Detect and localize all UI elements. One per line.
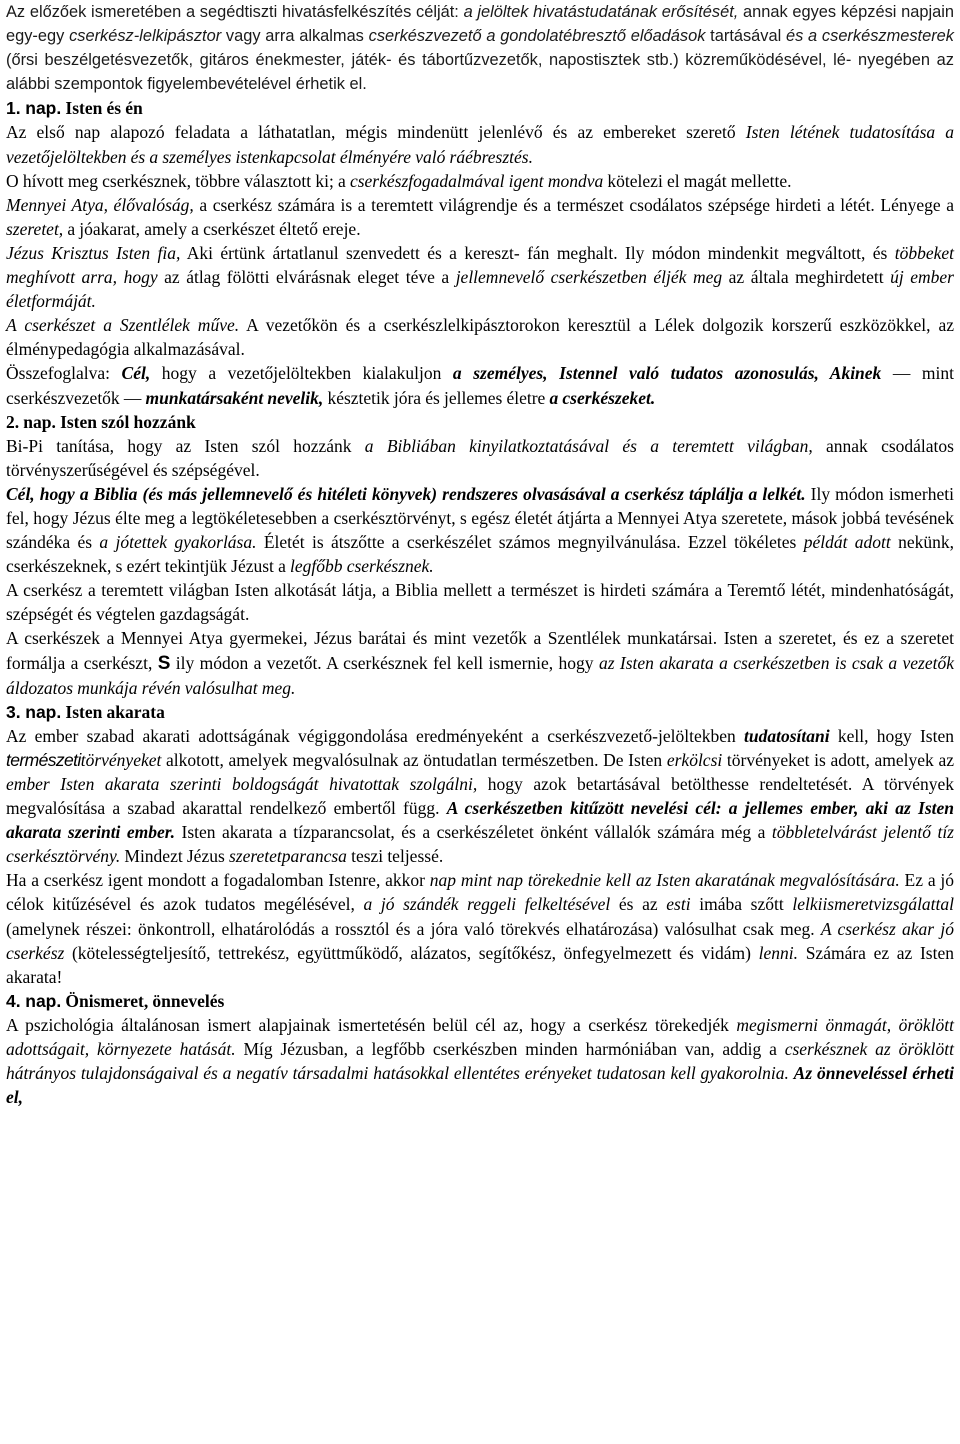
text-run: 2. nap. Isten szól hozzánk — [6, 411, 196, 432]
text-run: Ha a cserkész igent mondott a fogadalomban Istenre, akkor — [6, 870, 430, 891]
text-run: a személyes, Istennel való tudatos azonosulás, Akinek — [452, 363, 882, 384]
text-run: a jó szándék reggeli felkeltésével — [363, 894, 611, 915]
body-paragraph — [6, 169, 954, 193]
text-run: Összefoglalva: — [6, 363, 122, 384]
text-run: cserkészvezető a gondolatébresztő előadások — [368, 27, 706, 46]
text-run: Mennyei Atya, élővalóság, — [6, 194, 194, 215]
text-run: és a cserkészmesterek — [786, 27, 954, 46]
body-paragraph — [6, 120, 954, 168]
text-run: kötelezi el magát mellette. — [603, 170, 792, 191]
text-run: Az előzőek ismeretében a segédtiszti hivatásfelkészítés célját: — [6, 3, 464, 21]
text-run: annak egyes képzési napjain egy-egy — [6, 3, 954, 46]
text-run: törvényeket — [80, 749, 162, 770]
text-run: nap mint nap törekednie kell az Isten akaratának megvalósítására. — [429, 870, 900, 891]
text-run: a jóakarat, amely a cserkészet éltető ereje. — [63, 218, 361, 239]
section-heading — [6, 700, 954, 724]
text-run: munkatársaként nevelik, — [145, 387, 324, 408]
text-run: Mindezt Jézus — [120, 846, 229, 867]
text-run: (amelynek részei: önkontroll, elhatárolódás a rossztól és a jóra való törekvés elhatározása) valósulhat csak meg. — [6, 918, 821, 939]
text-run: 4. nap. — [6, 990, 62, 1011]
text-run: késztetik jóra és jellemes életre — [323, 387, 550, 408]
text-run: (őrsi beszélgetésvezetők, gitáros énekmester, játék- és tábortűzvezetők, napostisztek stb.) közreműködésével, lé- nyegében az alábbi szempontok figyelembevételével érhetik el. — [6, 51, 954, 94]
text-run: jellemnevelő cserkészetben éljék meg — [455, 267, 723, 288]
text-run: A cserkészetben kitűzött nevelési cél: a jellemes ember, aki az Isten akarata szerinti ember. — [6, 798, 954, 843]
text-run: A cserkész akar jó cserkész — [6, 918, 954, 963]
text-run: Aki értünk ártatlanul szenvedett és a kereszt- fán meghalt. Ily módon mindenkit megváltott, és — [180, 242, 895, 263]
text-run: a jelöltek hivatástudatának erősítését, — [463, 3, 739, 21]
section-heading — [6, 410, 954, 434]
text-run: Az ember szabad akarati adottságának végiggondolása eredményeként a cserkészvezető-jelöltekben — [6, 725, 744, 746]
text-run: annak csodálatos törvényszerűségével és szépségével. — [6, 435, 954, 480]
text-run: A vezetőkön és a cserkészlelkipásztorokon keresztül a Lélek dolgozik korszerű eszközökkel, az élménypedagógia alkalmazásával. — [6, 315, 954, 360]
text-run: Cél, hogy a Biblia (és más jellemnevelő és hitéleti könyvek) rendszeres olvasásával a cserkész táplálja a lelkét. — [6, 483, 806, 504]
text-run: cserkészfogadalmával igent mondva — [349, 170, 604, 191]
text-run: A cserkész a teremtett világban Isten alkotását látja, a Biblia mellett a természet is hirdeti számára a Teremtő létét, mindenhatóságát, szépségét és végtelen gazdagságát. — [6, 580, 954, 625]
text-run: O hívott meg cserkésznek, többre választott ki; a — [6, 170, 350, 191]
text-run: ember Isten akarata szerinti boldogságát hivatottak szolgálni, — [6, 774, 478, 794]
text-run: Isten akarata — [61, 701, 165, 722]
body-paragraph — [6, 434, 954, 482]
text-run: új ember életformáját. — [6, 267, 954, 312]
body-paragraph — [6, 482, 954, 578]
body-paragraph — [6, 361, 954, 409]
text-run: törvényeket is adott, amelyek az — [722, 749, 954, 770]
text-run: természeti — [6, 749, 81, 770]
body-paragraph — [6, 193, 954, 241]
body-paragraph — [6, 313, 954, 361]
text-run: ily módon a vezetőt. A cserkésznek fel kell ismernie, hogy — [170, 652, 599, 673]
text-run: Számára ez az Isten akarata! — [6, 942, 954, 987]
body-paragraph — [6, 241, 954, 313]
text-run: tartásával — [705, 27, 786, 46]
text-run: példát adott — [803, 532, 891, 553]
text-run: Cél, — [121, 363, 151, 384]
text-run: Ily módon ismerheti fel, hogy Jézus élte meg a legtökéletesebben a cserkésztörvényt, s egész életét átjárta a Mennyei Atya szeretete, mások jobbá tevésének szándéka és — [6, 483, 954, 553]
text-run: nekünk, cserkészeknek, s ezért tekintjük Jézust a — [6, 532, 955, 577]
body-paragraph — [6, 578, 954, 626]
text-run: Jézus Krisztus Isten fia, — [6, 242, 181, 263]
text-run: cserkésznek az öröklött hátrányos tulajdonságaival és a negatív társadalmi hatásokkal ellentétes erényeket tudatosan kell gyakorolnia. — [6, 1039, 954, 1084]
text-run: Míg Jézusban, a legfőbb cserkészben minden harmóniában van, addig a — [235, 1039, 785, 1060]
text-run: (kötelességteljesítő, tettrekész, együttműködő, alázatos, segítőkész, önfegyelmezett és vidám) — [64, 942, 759, 963]
text-run: szeretet, — [6, 218, 64, 239]
text-run: Bi-Pi tanítása, hogy az Isten szól hozzánk — [6, 435, 365, 456]
body-paragraph — [6, 626, 954, 699]
text-run: — mint cserkészvezetők — — [6, 363, 954, 408]
text-run: erkölcsi — [666, 749, 723, 770]
section-heading — [6, 989, 954, 1013]
text-run: hogy a vezetőjelöltekben kialakuljon — [150, 363, 453, 384]
text-run: A pszichológia általánosan ismert alapjainak ismertetésén belül cél az, hogy a cserkész törekedjék — [6, 1014, 737, 1035]
section-heading — [6, 96, 954, 120]
text-run: imába szőtt — [690, 894, 793, 915]
text-run: Önismeret, önnevelés — [61, 990, 225, 1011]
text-run: a cserkészeket. — [549, 387, 656, 408]
text-run: lelkiismeretvizsgálattal — [792, 894, 955, 915]
text-run: Isten akarata a tízparancsolat, és a cserkészéletet önként vállalók számára még a — [175, 822, 772, 843]
text-run: cserkész-lelkipásztor — [69, 27, 222, 46]
text-run: esti — [666, 894, 691, 915]
text-run: Az önneveléssel érheti el, — [6, 1063, 954, 1108]
text-run: lenni. — [758, 942, 799, 963]
text-run: legfőbb cserkésznek. — [290, 556, 434, 577]
text-run: vagy arra alkalmas — [221, 27, 369, 46]
text-run: Isten létének tudatosítása a vezetőjelöltekben és a személyes istenkapcsolat élményére való ráébresztés. — [6, 122, 954, 167]
body-paragraph — [6, 1013, 954, 1109]
text-run: A cserkészet a Szentlélek műve. — [6, 315, 240, 336]
text-run: Isten és én — [61, 98, 143, 119]
text-run: S — [157, 652, 171, 674]
text-run: a Bibliában kinyilatkoztatásával és a teremtett világban, — [364, 435, 813, 456]
text-run: 3. nap. — [6, 701, 62, 722]
text-run: Életét is átszőtte a cserkészélet számos megnyilvánulása. Ezzel tökéletes — [256, 532, 804, 553]
text-run: Ez a jó célok kitűzésével és azok tudatos megélésével, — [6, 870, 955, 915]
text-run: megismerni önmagát, öröklött adottságait, környezete hatását. — [6, 1014, 954, 1060]
text-run: az Isten akarata a cserkészetben is csak a vezetők áldozatos munkája révén valósulhat meg. — [6, 652, 954, 698]
text-run: többeket meghívott arra, hogy — [6, 242, 954, 288]
text-run: 1. nap. — [6, 98, 62, 119]
body-paragraph — [6, 724, 954, 869]
text-run: tudatosítani — [744, 725, 830, 746]
body-paragraph — [6, 868, 954, 988]
text-run: az általa meghirdetett — [722, 267, 891, 288]
text-run: teszi teljessé. — [346, 846, 444, 867]
text-run: A cserkészek a Mennyei Atya gyermekei, Jézus barátai és mint vezetők a Szentlélek munkatársai. Isten a szeretet, és ez a szeretet formálja a cserkészt, — [6, 628, 954, 673]
text-run: kell, hogy Isten — [829, 725, 954, 746]
text-run: a jótettek gyakorlása. — [99, 532, 257, 553]
text-run: Az első nap alapozó feladata a láthatatlan, mégis mindenütt jelenlévő és az embereket szerető — [6, 122, 746, 143]
text-run: alkotott, amelyek megvalósulnak az öntudatlan természetben. De Isten — [161, 749, 667, 770]
intro-paragraph — [6, 0, 954, 96]
text-run: és az — [610, 894, 667, 915]
text-run: hogy azok betartásával betölthesse rendeltetését. A törvények megvalósítása a szabad akarattal rendelkező embertől függ. — [6, 774, 955, 819]
text-run: az átlag fölötti elvárásnak eleget téve a — [157, 267, 456, 288]
text-run: többletelvárást jelentő tíz cserkésztörvény. — [6, 822, 954, 867]
text-run: a cserkész számára is a teremtett világrendje és a természet csodálatos szépsége hirdeti a létét. Lényege a — [193, 194, 954, 215]
text-run: szeretetparancsa — [228, 846, 347, 867]
